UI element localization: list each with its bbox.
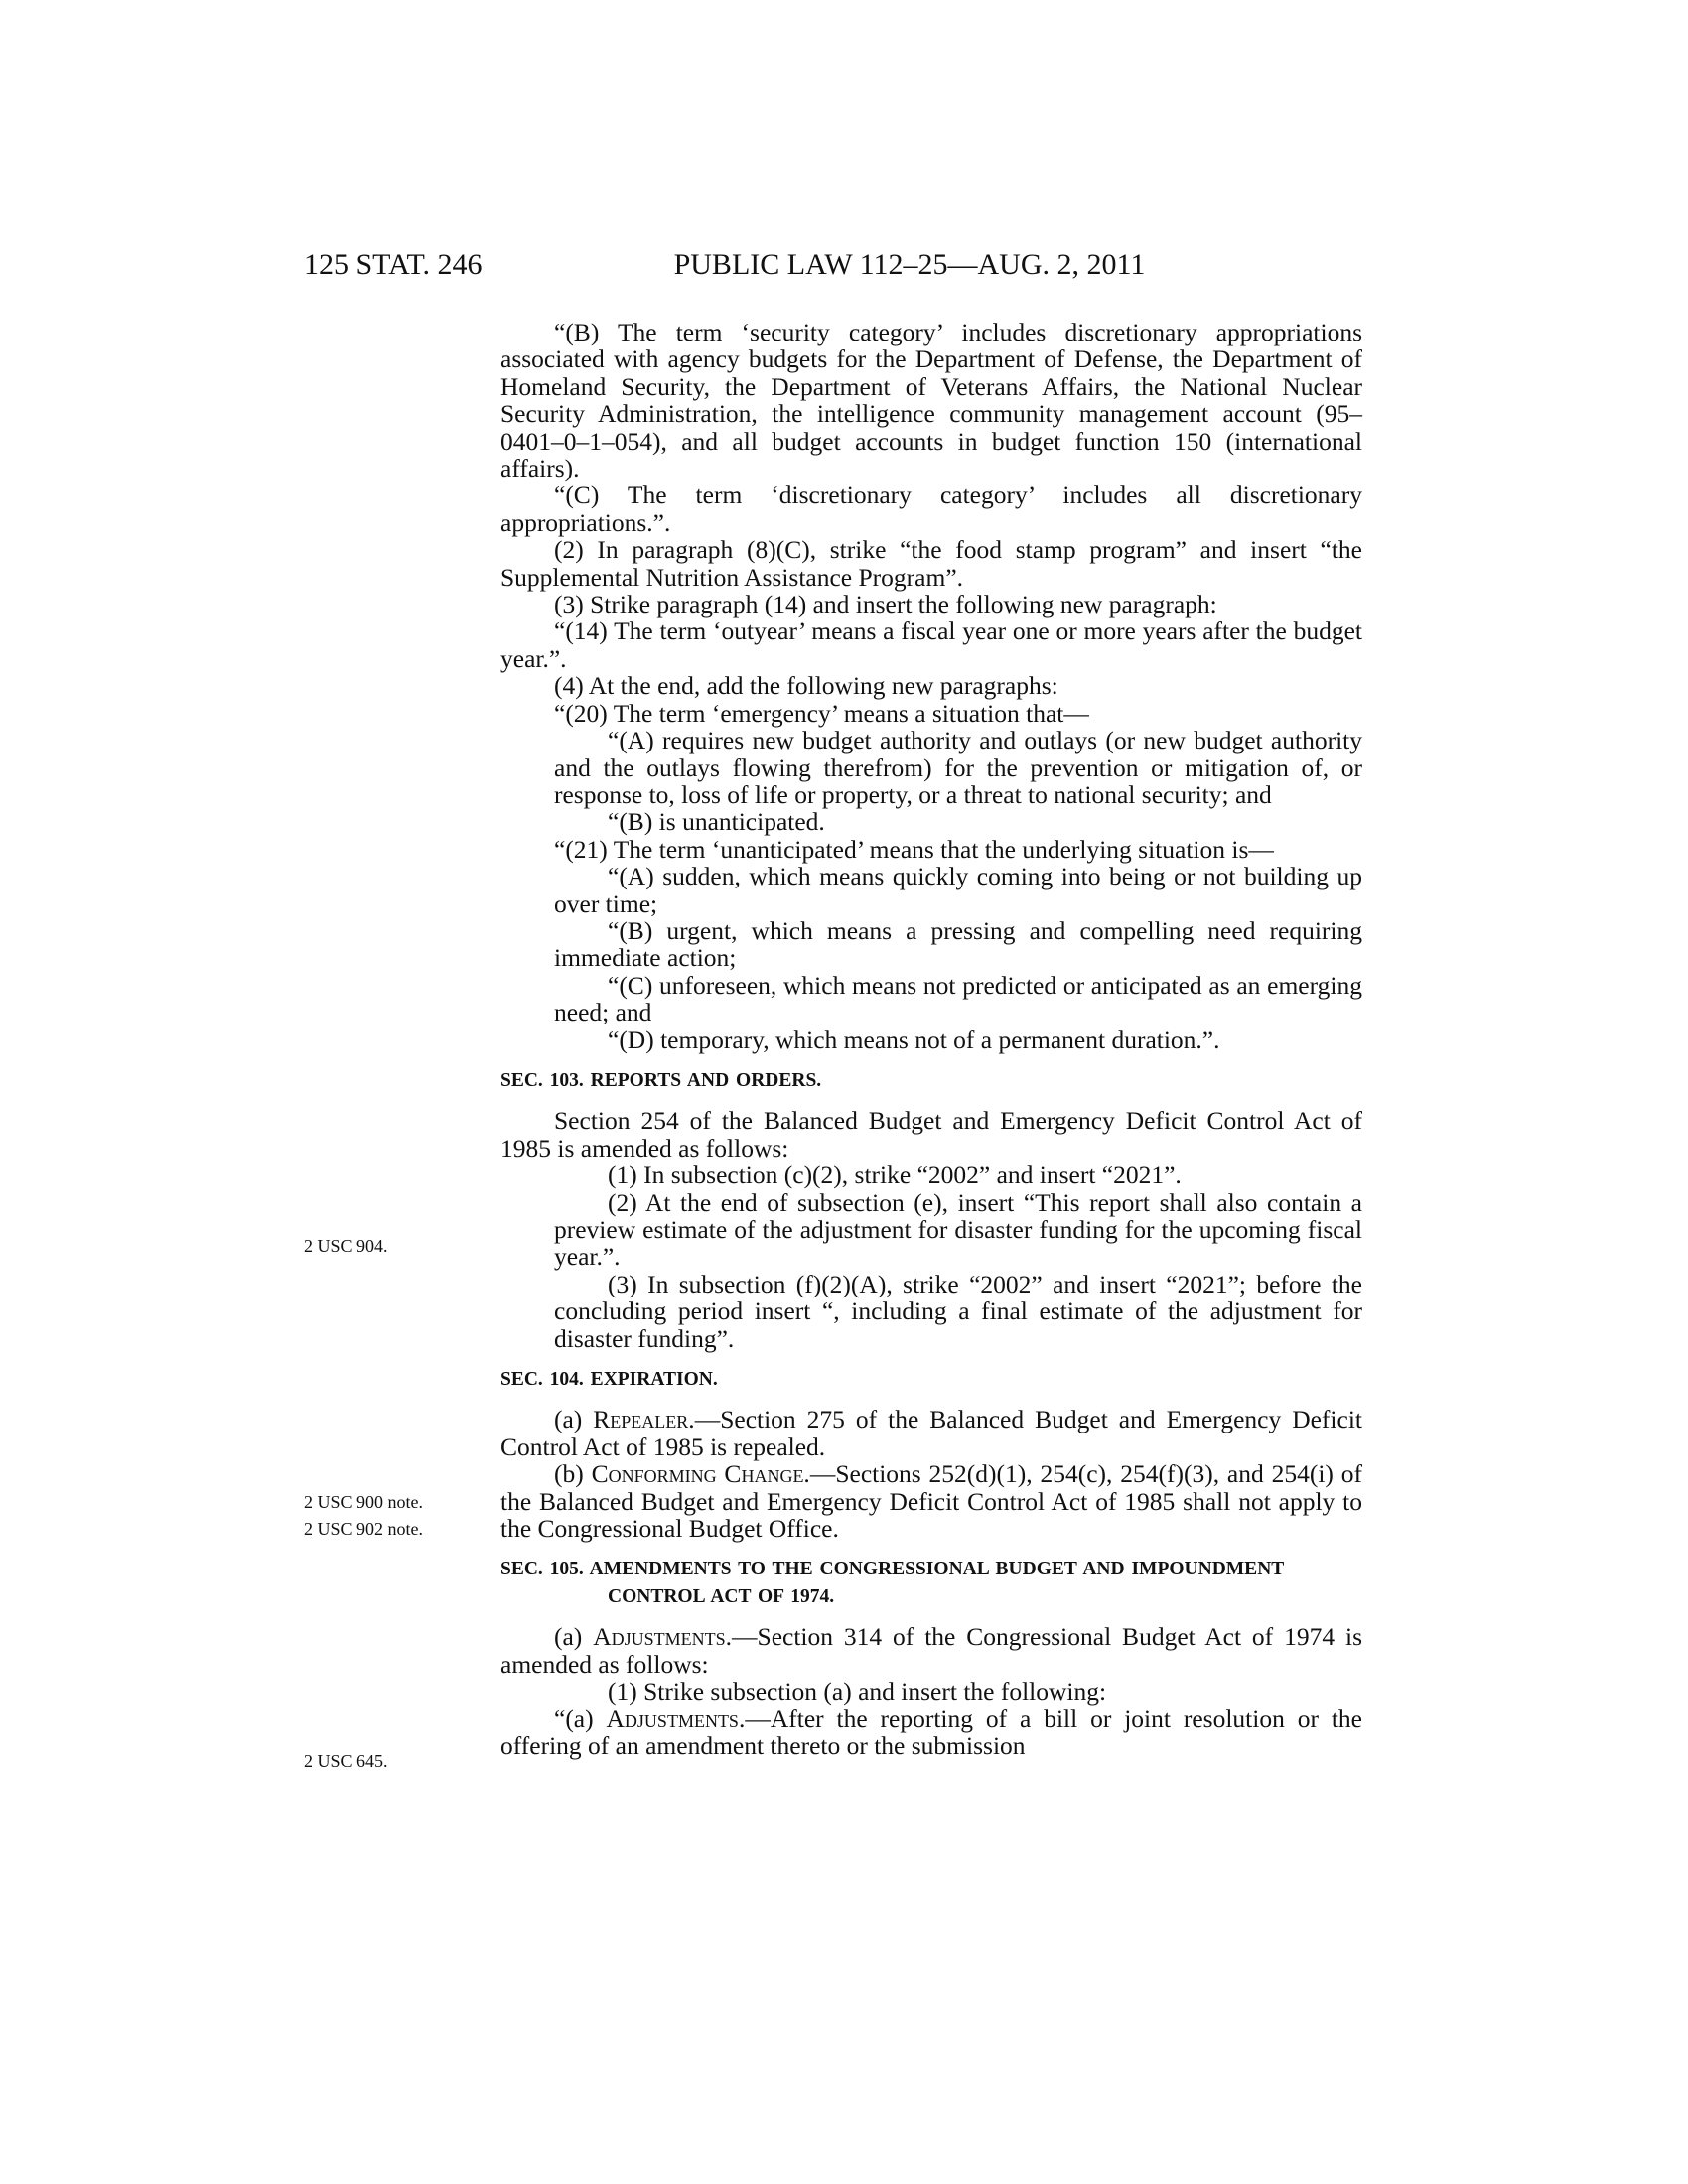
- paragraph-21-a-sudden: “(A) sudden, which means quickly coming into being or not building up over time;: [554, 862, 1362, 918]
- subsection-text: —After the reporting of a bill or joint resolution or the offering of an amendment thereto or the submission: [500, 1704, 1363, 1760]
- margin-note-2-usc-902-note: 2 USC 902 note.: [304, 1519, 424, 1539]
- section-104-a-repealer: [500, 1406, 1362, 1460]
- section-103-intro: Section 254 of the Balanced Budget and Emergency Deficit Control Act of 1985 is amended as follows:: [500, 1106, 1362, 1162]
- section-103-heading: SEC. 103. REPORTS AND ORDERS.: [500, 1069, 822, 1091]
- subsection-label: (a): [554, 1405, 594, 1434]
- document-body: [500, 319, 1362, 1759]
- page-header: [304, 248, 1366, 288]
- subsection-label: (a): [554, 1622, 594, 1652]
- paragraph-20-a: “(A) requires new budget authority and outlays (or new budget authority and the outlays flowing therefrom) for the prevention or mitigation of, or response to, loss of life or property, or a threat to national security; and: [554, 726, 1362, 809]
- paragraph-21-c-unforeseen: “(C) unforeseen, which means not predicted or anticipated as an emerging need; and: [554, 970, 1362, 1027]
- paragraph-b-security-category: “(B) The term ‘security category’ includes discretionary appropriations associated with agency budgets for the Department of Defense, the Department of Homeland Security, the Department of Veterans Affairs, the National Nuclear Security Administration, the intelligence community management account (95–0401–0–1–054), and all budget accounts in budget function 150 (international affairs).: [500, 318, 1362, 483]
- subsection-text: —Section 314 of the Congressional Budget Act of 1974 is amended as follows:: [500, 1622, 1362, 1679]
- section-105-quoted-a-adjustments: [500, 1706, 1362, 1760]
- paragraph-20-emergency: “(20) The term ‘emergency’ means a situation that—: [554, 698, 1089, 728]
- subsection-heading-conforming-change: Conforming Change.: [591, 1459, 810, 1489]
- section-103-item-1: (1) In subsection (c)(2), strike “2002” and insert “2021”.: [608, 1160, 1182, 1190]
- paragraph-4-new-paragraphs: (4) At the end, add the following new paragraphs:: [554, 671, 1058, 701]
- subsection-heading-repealer: Repealer.: [593, 1405, 695, 1434]
- subsection-text: —Sections 252(d)(1), 254(c), 254(f)(3), and 254(i) of the Balanced Budget and Emergency Deficit Control Act of 1985 shall not apply to the Congressional Budget Office.: [500, 1459, 1362, 1544]
- subsection-label: (b): [554, 1459, 592, 1489]
- paragraph-21-unanticipated: “(21) The term ‘unanticipated’ means that the underlying situation is—: [554, 834, 1274, 864]
- margin-note-2-usc-900-note: 2 USC 900 note.: [304, 1492, 424, 1512]
- paragraph-21-d-temporary: “(D) temporary, which means not of a permanent duration.”.: [608, 1024, 1220, 1054]
- paragraph-21-b-urgent: “(B) urgent, which means a pressing and compelling need requiring immediate action;: [554, 915, 1362, 973]
- paragraph-2-food-stamp: (2) In paragraph (8)(C), strike “the food stamp program” and insert “the Supplemental Nutrition Assistance Program”.: [500, 535, 1362, 592]
- section-105-item-1: (1) Strike subsection (a) and insert the following:: [608, 1677, 1107, 1706]
- subsection-label: “(a): [554, 1704, 607, 1733]
- paragraph-c-discretionary-category: “(C) The term ‘discretionary category’ includes all discretionary appropriations.”.: [500, 480, 1362, 537]
- section-103-item-3: (3) In subsection (f)(2)(A), strike “2002” and insert “2021”; before the concluding period insert “, including a final estimate of the adjustment for disaster funding”.: [554, 1269, 1362, 1353]
- section-105-a-adjustments: [500, 1623, 1362, 1678]
- public-law-title: PUBLIC LAW 112–25—AUG. 2, 2011: [673, 248, 1146, 281]
- statute-page-citation: 125 STAT. 246: [304, 248, 483, 281]
- margin-note-2-usc-645: 2 USC 645.: [304, 1751, 388, 1771]
- section-104-heading: SEC. 104. EXPIRATION.: [500, 1369, 718, 1391]
- subsection-heading-adjustments: Adjustments.: [606, 1704, 746, 1733]
- section-105-heading: SEC. 105. AMENDMENTS TO THE CONGRESSIONAL BUDGET AND IMPOUNDMENT CONTROL ACT OF 1974.: [500, 1559, 1284, 1607]
- section-103-item-2: (2) At the end of subsection (e), insert “This report shall also contain a preview estimate of the adjustment for disaster funding for the upcoming fiscal year.”.: [554, 1187, 1362, 1272]
- section-104-b-conforming-change: [500, 1460, 1362, 1542]
- subsection-heading-adjustments: Adjustments.: [593, 1622, 733, 1652]
- paragraph-20-b: “(B) is unanticipated.: [608, 807, 825, 837]
- margin-note-2-usc-904: 2 USC 904.: [304, 1236, 388, 1256]
- paragraph-14-outyear: “(14) The term ‘outyear’ means a fiscal year one or more years after the budget year.”.: [500, 616, 1362, 673]
- subsection-text: —Section 275 of the Balanced Budget and Emergency Deficit Control Act of 1985 is repealed.: [500, 1405, 1362, 1461]
- paragraph-3-strike-14: (3) Strike paragraph (14) and insert the following new paragraph:: [554, 590, 1217, 619]
